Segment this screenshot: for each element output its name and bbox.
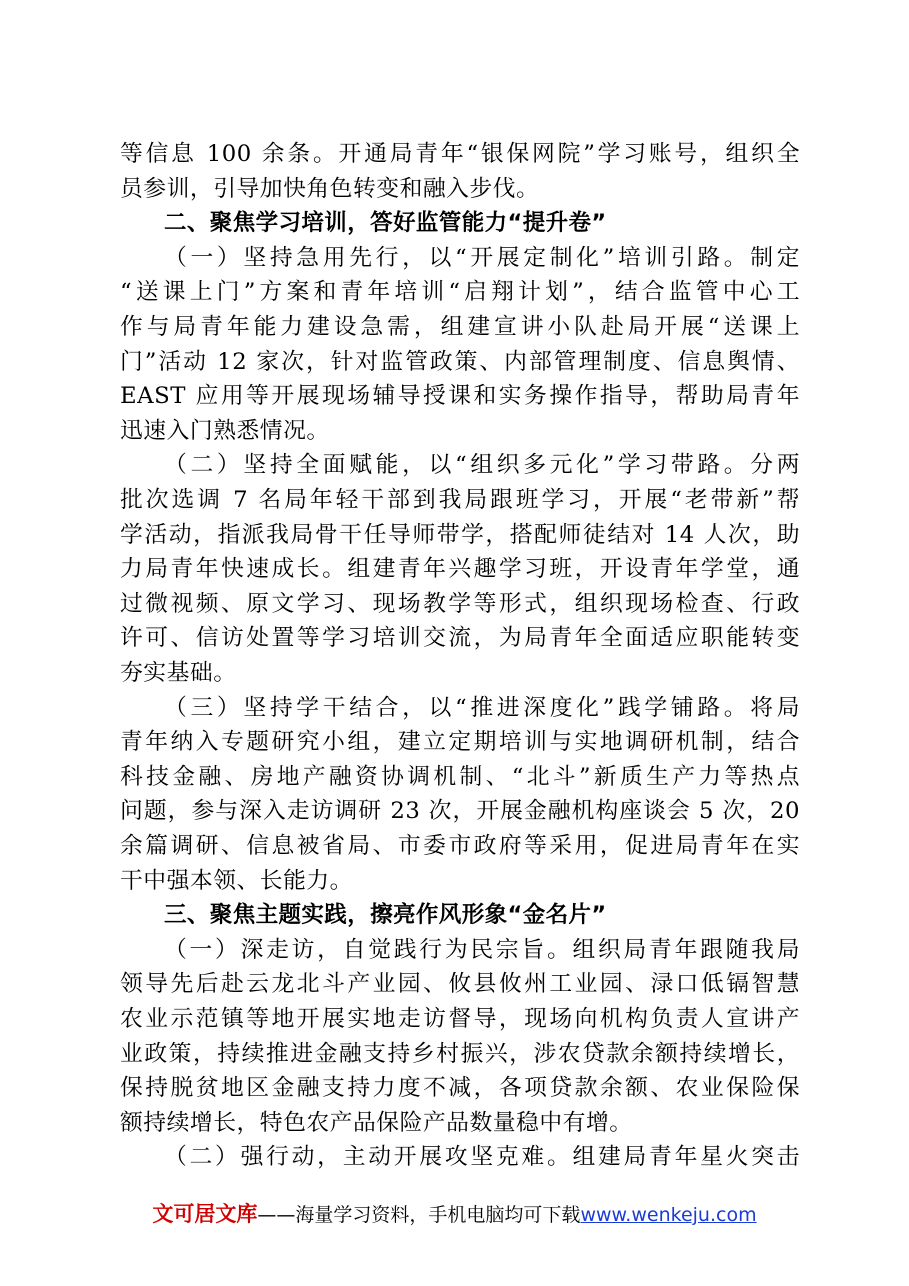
paragraph-first-line: （一）坚持急用先行，以“开展定制化”培训引路。制定 (164, 244, 800, 271)
body-line: 门”活动 12 家次，针对监管政策、内部管理制度、信息舆情、 (120, 348, 800, 375)
body-line: 员参训，引导加快角色转变和融入步伐。 (120, 175, 540, 202)
body-line: 迅速入门熟悉情况。 (120, 417, 330, 444)
body-line: “送课上门”方案和青年培训“启翔计划”，结合监管中心工 (120, 279, 800, 306)
footer-slogan: ——海量学习资料，手机电脑均可下载 (257, 1204, 581, 1226)
body-line: 科技金融、房地产融资协调机制、“北斗”新质生产力等热点 (120, 763, 800, 790)
body-line: 余篇调研、信息被省局、市委市政府等采用，促进局青年在实 (120, 833, 800, 859)
body-line: 干中强本领、长能力。 (120, 867, 353, 894)
body-line: 青年纳入专题研究小组，建立定期培训与实地调研机制，结合 (120, 729, 800, 756)
body-line: 业政策，持续推进金融支持乡村振兴，涉农贷款余额持续增长， (120, 1040, 800, 1067)
paragraph-first-line: （三）坚持学干结合，以“推进深度化”践学铺路。将局 (164, 694, 800, 721)
footer-banner (0, 1196, 909, 1232)
body-line: 农业示范镇等地开展实地走访督导，现场向机构负责人宣讲产 (120, 1006, 800, 1032)
paragraph-first-line: （一）深走访，自觉践行为民宗旨。组织局青年跟随我局 (164, 936, 800, 963)
body-line: 保持脱贫地区金融支持力度不减，各项贷款余额、农业保险保 (120, 1075, 800, 1102)
body-line: 许可、信访处置等学习培训交流，为局青年全面适应职能转变 (120, 625, 800, 652)
body-line: 额持续增长，特色农产品保险产品数量稳中有增。 (120, 1109, 633, 1136)
body-line: 问题，参与深入走访调研 23 次，开展金融机构座谈会 5 次，20 (120, 798, 800, 825)
body-line: 领导先后赴云龙北斗产业园、攸县攸州工业园、渌口低镉智慧 (120, 971, 800, 998)
paragraph-first-line: （二）坚持全面赋能，以“组织多元化”学习带路。分两 (164, 452, 800, 479)
section-heading: 三、聚焦主题实践，擦亮作风形象“金名片” (164, 902, 607, 929)
body-line: 作与局青年能力建设急需，组建宣讲小队赴局开展“送课上 (120, 314, 800, 340)
body-line: 过微视频、原文学习、现场教学等形式，组织现场检查、行政 (120, 590, 800, 617)
body-line: 力局青年快速成长。组建青年兴趣学习班，开设青年学堂，通 (120, 556, 800, 583)
body-line: 批次选调 7 名局年轻干部到我局跟班学习，开展“老带新”帮 (120, 487, 800, 513)
section-heading: 二、聚焦学习培训，答好监管能力“提升卷” (164, 210, 607, 237)
footer-link[interactable]: www.wenkeju.com (580, 1204, 757, 1226)
body-line: 夯实基础。 (120, 660, 237, 686)
paragraph-first-line: （二）强行动，主动开展攻坚克难。组建局青年星火突击 (164, 1144, 800, 1171)
body-line: EAST 应用等开展现场辅导授课和实务操作指导，帮助局青年 (120, 383, 800, 410)
body-line: 学活动，指派我局骨干任导师带学，搭配师徒结对 14 人次，助 (120, 521, 800, 548)
footer-brand: 文可居文库 (152, 1202, 258, 1226)
body-line: 等信息 100 余条。开通局青年“银保网院”学习账号，组织全 (120, 141, 800, 167)
